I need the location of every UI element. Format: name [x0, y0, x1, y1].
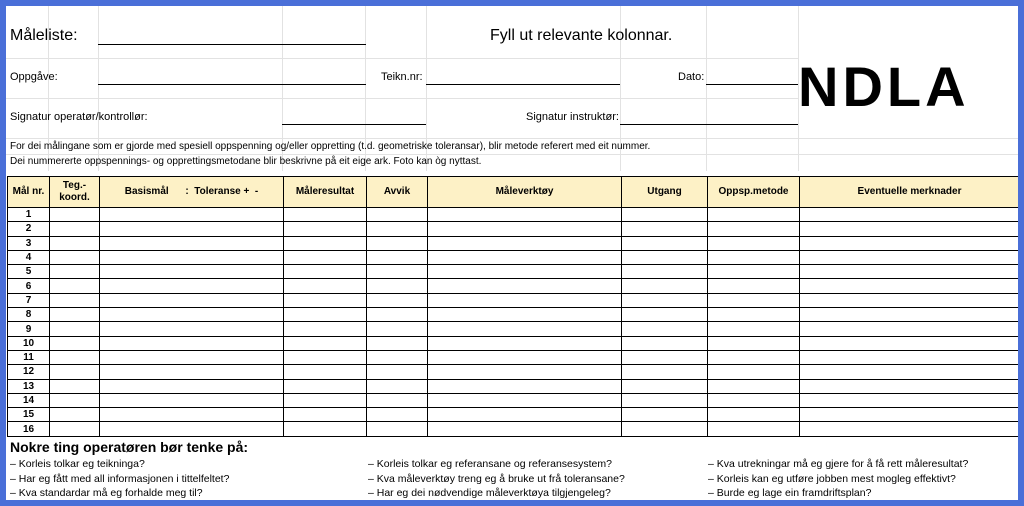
table-cell[interactable]: [428, 208, 622, 222]
table-row: [8, 308, 1019, 322]
table-cell[interactable]: [622, 236, 708, 250]
table-cell[interactable]: [622, 393, 708, 407]
col-header-basis: Basismål : Toleranse + -: [100, 177, 284, 208]
row-number: 15: [8, 408, 50, 422]
ndla-logo: NDLA: [798, 55, 970, 118]
col-header-deviation: Avvik: [367, 177, 428, 208]
note-line-1: For dei målingane som er gjorde med spesiell oppspenning og/eller oppretting (t.d. geometriske toleransar), blir metode referert med eit nummer.: [10, 141, 651, 152]
table-cell[interactable]: [800, 365, 1019, 379]
table-cell[interactable]: [100, 250, 284, 264]
table-cell[interactable]: [367, 322, 428, 336]
table-cell[interactable]: [622, 279, 708, 293]
table-cell[interactable]: [100, 336, 284, 350]
sheet-title: Måleliste:: [10, 27, 78, 44]
table-cell[interactable]: [800, 379, 1019, 393]
table-cell[interactable]: [622, 265, 708, 279]
table-cell[interactable]: [100, 365, 284, 379]
table-row: [8, 422, 1019, 436]
table-cell[interactable]: [800, 350, 1019, 364]
row-number: 2: [8, 222, 50, 236]
table-cell[interactable]: [428, 222, 622, 236]
table-cell[interactable]: [50, 265, 100, 279]
row-number: 13: [8, 379, 50, 393]
table-cell[interactable]: [800, 265, 1019, 279]
tip-item: – Kva utrekningar må eg gjere for å få rett måleresultat?: [708, 458, 969, 470]
table-cell[interactable]: [428, 308, 622, 322]
gridline: [6, 58, 798, 59]
table-cell[interactable]: [50, 322, 100, 336]
table-cell[interactable]: [428, 365, 622, 379]
table-cell[interactable]: [708, 408, 800, 422]
table-cell[interactable]: [367, 293, 428, 307]
table-cell[interactable]: [800, 279, 1019, 293]
table-cell[interactable]: [622, 322, 708, 336]
table-row: [8, 250, 1019, 264]
table-cell[interactable]: [367, 422, 428, 436]
table-cell[interactable]: [100, 265, 284, 279]
table-cell[interactable]: [708, 236, 800, 250]
col-header-nr: Mål nr.: [8, 177, 50, 208]
gridline: [6, 98, 798, 99]
table-cell[interactable]: [800, 308, 1019, 322]
table-cell[interactable]: [100, 350, 284, 364]
gridline: [706, 6, 707, 171]
table-cell[interactable]: [622, 308, 708, 322]
signature-instructor-line[interactable]: [620, 124, 798, 125]
table-cell[interactable]: [367, 336, 428, 350]
table-row: [8, 322, 1019, 336]
table-row: [8, 208, 1019, 222]
table-cell[interactable]: [50, 293, 100, 307]
table-cell[interactable]: [708, 422, 800, 436]
table-cell[interactable]: [284, 350, 367, 364]
row-number: 5: [8, 265, 50, 279]
table-cell[interactable]: [622, 222, 708, 236]
task-line[interactable]: [98, 84, 366, 85]
table-cell[interactable]: [367, 393, 428, 407]
table-cell[interactable]: [284, 208, 367, 222]
table-cell[interactable]: [622, 336, 708, 350]
table-cell[interactable]: [284, 408, 367, 422]
row-number: 14: [8, 393, 50, 407]
signature-operator-line[interactable]: [282, 124, 426, 125]
table-cell[interactable]: [367, 350, 428, 364]
table-row: [8, 265, 1019, 279]
table-cell[interactable]: [50, 379, 100, 393]
table-cell[interactable]: [800, 208, 1019, 222]
table-cell[interactable]: [428, 336, 622, 350]
table-cell[interactable]: [50, 350, 100, 364]
table-row: [8, 336, 1019, 350]
tip-item: – Kva måleverktøy treng eg å bruke ut frå toleransane?: [368, 473, 625, 485]
table-cell[interactable]: [100, 322, 284, 336]
table-row: [8, 222, 1019, 236]
table-cell[interactable]: [367, 265, 428, 279]
table-cell[interactable]: [367, 379, 428, 393]
table-cell[interactable]: [800, 222, 1019, 236]
table-cell[interactable]: [50, 408, 100, 422]
col-header-result: Måleresultat: [284, 177, 367, 208]
date-line[interactable]: [706, 84, 798, 85]
table-cell[interactable]: [100, 308, 284, 322]
table-cell[interactable]: [800, 236, 1019, 250]
table-cell[interactable]: [708, 308, 800, 322]
table-cell[interactable]: [428, 322, 622, 336]
table-cell[interactable]: [100, 379, 284, 393]
table-row: [8, 279, 1019, 293]
instruction-text: Fyll ut relevante kolonnar.: [490, 27, 673, 44]
table-cell[interactable]: [367, 279, 428, 293]
table-cell[interactable]: [284, 379, 367, 393]
table-cell[interactable]: [428, 422, 622, 436]
table-cell[interactable]: [622, 350, 708, 364]
row-number: 4: [8, 250, 50, 264]
table-cell[interactable]: [708, 222, 800, 236]
table-row: [8, 236, 1019, 250]
gridline: [6, 154, 1018, 155]
col-header-coord: Teg.- koord.: [50, 177, 100, 208]
row-number: 12: [8, 365, 50, 379]
tips-title: Nokre ting operatøren bør tenke på:: [10, 439, 249, 455]
table-cell[interactable]: [367, 408, 428, 422]
row-number: 1: [8, 208, 50, 222]
table-cell[interactable]: [622, 250, 708, 264]
table-cell[interactable]: [284, 393, 367, 407]
drawing-no-line[interactable]: [426, 84, 620, 85]
table-cell[interactable]: [50, 236, 100, 250]
col-header-remarks: Eventuelle merknader: [800, 177, 1019, 208]
table-cell[interactable]: [284, 265, 367, 279]
table-cell[interactable]: [50, 422, 100, 436]
row-number: 7: [8, 293, 50, 307]
date-label: Dato:: [678, 71, 705, 83]
table-cell[interactable]: [428, 236, 622, 250]
table-cell[interactable]: [708, 393, 800, 407]
table-cell[interactable]: [428, 379, 622, 393]
table-cell[interactable]: [100, 393, 284, 407]
table-cell[interactable]: [100, 422, 284, 436]
table-cell[interactable]: [800, 322, 1019, 336]
table-cell[interactable]: [50, 393, 100, 407]
tip-item: – Korleis tolkar eg referansane og referansesystem?: [368, 458, 612, 470]
table-cell[interactable]: [100, 236, 284, 250]
tip-item: – Kva standardar må eg forhalde meg til?: [10, 487, 203, 499]
table-cell[interactable]: [622, 379, 708, 393]
table-cell[interactable]: [800, 336, 1019, 350]
row-number: 16: [8, 422, 50, 436]
table-cell[interactable]: [50, 308, 100, 322]
table-cell[interactable]: [708, 293, 800, 307]
table-row: [8, 379, 1019, 393]
table-cell[interactable]: [284, 279, 367, 293]
table-cell[interactable]: [284, 308, 367, 322]
row-number: 6: [8, 279, 50, 293]
table-cell[interactable]: [367, 236, 428, 250]
measurement-sheet: [6, 6, 1018, 500]
drawing-no-label: Teikn.nr:: [381, 71, 423, 83]
table-cell[interactable]: [708, 365, 800, 379]
table-cell[interactable]: [428, 250, 622, 264]
table-cell[interactable]: [708, 379, 800, 393]
table-cell[interactable]: [284, 336, 367, 350]
table-cell[interactable]: [800, 422, 1019, 436]
table-row: [8, 365, 1019, 379]
table-cell[interactable]: [708, 336, 800, 350]
gridline: [6, 138, 1018, 139]
table-cell[interactable]: [284, 250, 367, 264]
row-number: 3: [8, 236, 50, 250]
table-cell[interactable]: [708, 250, 800, 264]
table-cell[interactable]: [50, 222, 100, 236]
table-cell[interactable]: [284, 422, 367, 436]
table-cell[interactable]: [50, 365, 100, 379]
table-cell[interactable]: [100, 279, 284, 293]
table-cell[interactable]: [367, 308, 428, 322]
table-cell[interactable]: [622, 422, 708, 436]
table-cell[interactable]: [708, 322, 800, 336]
table-cell[interactable]: [100, 208, 284, 222]
table-cell[interactable]: [428, 265, 622, 279]
col-header-output: Utgang: [622, 177, 708, 208]
table-cell[interactable]: [800, 408, 1019, 422]
table-cell[interactable]: [50, 279, 100, 293]
table-cell[interactable]: [708, 279, 800, 293]
table-cell[interactable]: [622, 365, 708, 379]
task-label: Oppgåve:: [10, 71, 58, 83]
measurement-table: [7, 176, 1018, 437]
table-cell[interactable]: [428, 350, 622, 364]
table-cell[interactable]: [50, 336, 100, 350]
col-header-method: Oppsp.metode: [708, 177, 800, 208]
table-cell[interactable]: [284, 236, 367, 250]
table-header-row: [8, 177, 1019, 208]
row-number: 8: [8, 308, 50, 322]
table-row: [8, 393, 1019, 407]
table-cell[interactable]: [708, 208, 800, 222]
table-cell[interactable]: [708, 350, 800, 364]
table-cell[interactable]: [367, 222, 428, 236]
table-row: [8, 408, 1019, 422]
table-cell[interactable]: [428, 393, 622, 407]
table-cell[interactable]: [100, 222, 284, 236]
table-row: [8, 350, 1019, 364]
table-cell[interactable]: [708, 265, 800, 279]
table-cell[interactable]: [428, 293, 622, 307]
signature-instructor-label: Signatur instruktør:: [526, 111, 619, 123]
table-cell[interactable]: [428, 408, 622, 422]
table-cell[interactable]: [367, 208, 428, 222]
row-number: 11: [8, 350, 50, 364]
title-line: [98, 44, 366, 45]
col-header-tool: Måleverktøy: [428, 177, 622, 208]
table-cell[interactable]: [622, 208, 708, 222]
note-line-2: Dei nummererte oppspennings- og opprettingsmetodane blir beskrivne på eit eige ark. Foto kan òg nyttast.: [10, 156, 482, 167]
tip-item: – Korleis kan eg utføre jobben mest mogleg effektivt?: [708, 473, 956, 485]
table-cell[interactable]: [800, 250, 1019, 264]
table-cell[interactable]: [800, 293, 1019, 307]
table-cell[interactable]: [622, 408, 708, 422]
row-number: 10: [8, 336, 50, 350]
table-cell[interactable]: [50, 208, 100, 222]
table-row: [8, 293, 1019, 307]
table-cell[interactable]: [284, 322, 367, 336]
tip-item: – Har eg fått med all informasjonen i tittelfeltet?: [10, 473, 230, 485]
table-cell[interactable]: [367, 365, 428, 379]
tip-item: – Korleis tolkar eg teikninga?: [10, 458, 145, 470]
signature-operator-label: Signatur operatør/kontrollør:: [10, 111, 148, 123]
table-cell[interactable]: [622, 293, 708, 307]
table-cell[interactable]: [367, 250, 428, 264]
tip-item: – Har eg dei nødvendige måleverktøya tilgjengeleg?: [368, 487, 611, 499]
tip-item: – Burde eg lage ein framdriftsplan?: [708, 487, 872, 499]
table-cell[interactable]: [428, 279, 622, 293]
table-cell[interactable]: [100, 408, 284, 422]
table-cell[interactable]: [800, 393, 1019, 407]
row-number: 9: [8, 322, 50, 336]
table-cell[interactable]: [284, 365, 367, 379]
table-cell[interactable]: [100, 293, 284, 307]
table-cell[interactable]: [284, 293, 367, 307]
table-cell[interactable]: [50, 250, 100, 264]
table-cell[interactable]: [284, 222, 367, 236]
